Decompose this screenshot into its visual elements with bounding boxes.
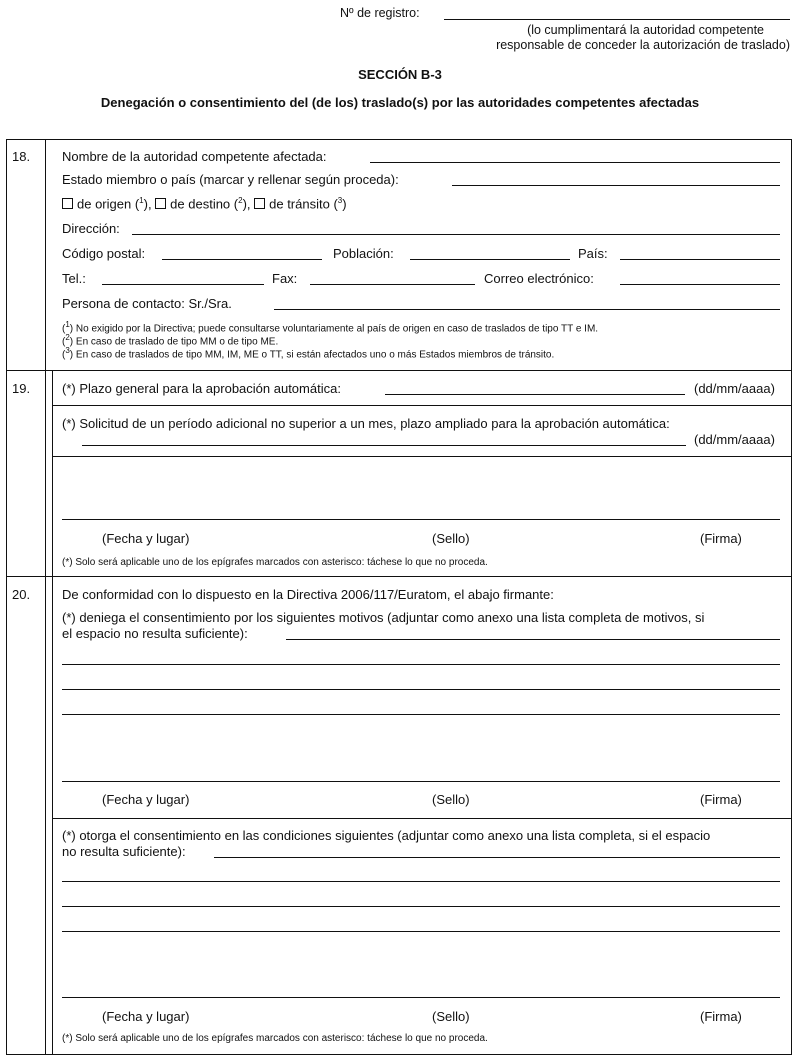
deniega-motivos-line-2[interactable] <box>62 664 780 665</box>
plazo-date-format: (dd/mm/aaaa) <box>694 381 775 396</box>
signature-line-20b[interactable] <box>62 997 780 998</box>
transito-checkbox[interactable] <box>254 198 265 209</box>
solicitud-field[interactable] <box>82 445 686 446</box>
firma-label-20b: (Firma) <box>700 1009 742 1024</box>
footnote-1: ($^1$) No exigido por la Directiva; puede consultarse voluntariamente al país de origen en caso de traslados de tipo TT e IM. <box>62 320 599 335</box>
fecha-lugar-label-19: (Fecha y lugar) <box>102 531 190 546</box>
row19-inner-divider-2 <box>52 456 792 457</box>
row-number-19: 19. <box>12 381 31 396</box>
firma-label-20a: (Firma) <box>700 792 742 807</box>
registro-label: Nº de registro: <box>340 6 420 20</box>
deniega-text-line1: (*) deniega el consentimiento por los siguientes motivos (adjuntar como anexo una lista completa de motivos, si <box>62 610 705 625</box>
otorga-condiciones-line-4[interactable] <box>62 931 780 932</box>
fecha-lugar-label-20a: (Fecha y lugar) <box>102 792 190 807</box>
role-checkboxes: de origen ($^1$), de destino ($^2$), de tránsito ($^3$) <box>62 196 347 211</box>
tel-field[interactable] <box>102 284 264 285</box>
fax-field[interactable] <box>310 284 475 285</box>
deniega-text-line2: el espacio no resulta suficiente): <box>62 626 248 641</box>
poblacion-label: Población: <box>333 246 394 261</box>
row-number-18: 18. <box>12 149 31 164</box>
direccion-label: Dirección: <box>62 221 120 236</box>
correo-field[interactable] <box>620 284 780 285</box>
estado-label: Estado miembro o país (marcar y rellenar según proceda): <box>62 172 399 187</box>
row20-inner-divider <box>52 818 792 819</box>
section-subtitle: Denegación o consentimiento del (de los) traslado(s) por las autoridades competentes afectadas <box>100 95 700 110</box>
deniega-motivos-line-3[interactable] <box>62 689 780 690</box>
registro-note-line2: responsable de conceder la autorización de traslado) <box>496 38 790 52</box>
signature-line-19[interactable] <box>62 519 780 520</box>
registro-field[interactable] <box>444 19 790 20</box>
nota-asterisco-20: (*) Solo será aplicable uno de los epígrafes marcados con asterisco: táchese lo que no proceda. <box>62 1033 488 1044</box>
registro-note-line1: (lo cumplimentará la autoridad competente <box>527 23 764 37</box>
conformidad-text: De conformidad con lo dispuesto en la Directiva 2006/117/Euratom, el abajo firmante: <box>62 587 554 602</box>
estado-field[interactable] <box>452 185 780 186</box>
poblacion-field[interactable] <box>410 259 570 260</box>
nota-asterisco-19: (*) Solo será aplicable uno de los epígrafes marcados con asterisco: táchese lo que no proceda. <box>62 557 488 568</box>
firma-label-19: (Firma) <box>700 531 742 546</box>
deniega-motivos-line-4[interactable] <box>62 714 780 715</box>
sello-label-20a: (Sello) <box>432 792 470 807</box>
row19-inner-divider-1 <box>52 405 792 406</box>
direccion-field[interactable] <box>132 234 780 235</box>
plazo-field[interactable] <box>385 394 685 395</box>
sello-label-19: (Sello) <box>432 531 470 546</box>
otorga-condiciones-line-1[interactable] <box>214 857 780 858</box>
row-divider-18-19 <box>6 370 792 371</box>
persona-contacto-label: Persona de contacto: Sr./Sra. <box>62 296 232 311</box>
deniega-motivos-line-1[interactable] <box>286 639 780 640</box>
signature-line-20a[interactable] <box>62 781 780 782</box>
fax-label: Fax: <box>272 271 298 286</box>
otorga-condiciones-line-3[interactable] <box>62 906 780 907</box>
tel-label: Tel.: <box>62 271 86 286</box>
codigo-postal-field[interactable] <box>162 259 322 260</box>
otorga-text-line2: no resulta suficiente): <box>62 844 186 859</box>
otorga-condiciones-line-2[interactable] <box>62 881 780 882</box>
codigo-postal-label: Código postal: <box>62 246 146 261</box>
footnote-2: ($^2$) En caso de traslado de tipo MM o de tipo ME. <box>62 333 279 348</box>
nombre-field[interactable] <box>370 162 780 163</box>
section-title: SECCIÓN B-3 <box>358 67 442 82</box>
footnote-3: ($^3$) En caso de traslados de tipo MM, IM, ME o TT, si están afectados uno o más Estados miembros de tránsito. <box>62 346 555 361</box>
otorga-text-line1: (*) otorga el consentimiento en las condiciones siguientes (adjuntar como anexo una lista completa, si el espacio <box>62 828 711 843</box>
plazo-label: (*) Plazo general para la aprobación automática: <box>62 381 341 396</box>
solicitud-label: (*) Solicitud de un período adicional no superior a un mes, plazo ampliado para la aprobación automática: <box>62 416 670 431</box>
number-column-divider <box>45 139 46 1055</box>
destino-checkbox[interactable] <box>155 198 166 209</box>
solicitud-date-format: (dd/mm/aaaa) <box>694 432 775 447</box>
nombre-label: Nombre de la autoridad competente afectada: <box>62 149 327 164</box>
row20-inner-border <box>52 576 53 1055</box>
pais-field[interactable] <box>620 259 780 260</box>
fecha-lugar-label-20b: (Fecha y lugar) <box>102 1009 190 1024</box>
row-divider-19-20 <box>6 576 792 577</box>
row19-inner-border <box>52 370 53 576</box>
origen-checkbox[interactable] <box>62 198 73 209</box>
row-number-20: 20. <box>12 587 31 602</box>
sello-label-20b: (Sello) <box>432 1009 470 1024</box>
correo-label: Correo electrónico: <box>484 271 594 286</box>
persona-contacto-field[interactable] <box>274 309 780 310</box>
pais-label: País: <box>578 246 608 261</box>
